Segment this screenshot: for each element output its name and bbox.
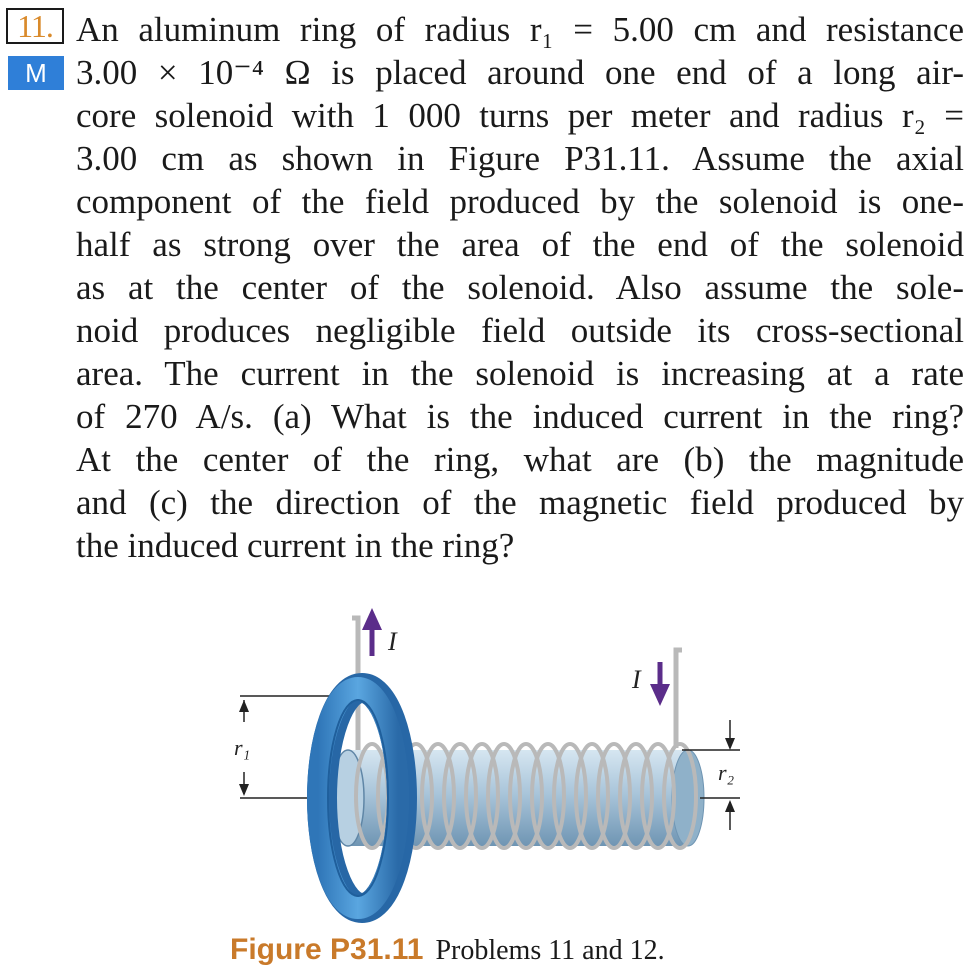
solenoid-ring-figure	[230, 600, 760, 930]
problem-line-5: component of the field produced by the solenoid is one-	[76, 182, 964, 221]
difficulty-badge: M	[8, 56, 64, 90]
figure-illustration	[230, 600, 760, 930]
problem-line-11: At the center of the ring, what are (b) the magnitude	[76, 440, 964, 479]
problem-line-3: core solenoid with 1 000 turns per meter and radius r₂ =	[76, 96, 964, 135]
problem-line-8: noid produces negligible field outside its cross-sectional	[76, 311, 964, 350]
problem-line-1: An aluminum ring of radius r₁ = 5.00 cm and resistance	[76, 10, 964, 49]
problem-line-10: of 270 A/s. (a) What is the induced current in the ring?	[76, 397, 964, 436]
current-label-right: I	[632, 665, 641, 694]
current-label-left: I	[388, 627, 397, 656]
r1-label: r₁	[234, 735, 251, 760]
caption-label: Figure P31.11	[230, 933, 424, 966]
problem-line-13: the induced current in the ring?	[76, 526, 515, 565]
problem-line-4: 3.00 cm as shown in Figure P31.11. Assume the axial	[76, 139, 964, 178]
current-arrow-up-icon	[362, 608, 398, 656]
problem-line-6: half as strong over the area of the end of the solenoid	[76, 225, 964, 264]
problem-text	[76, 8, 964, 567]
problem-line-7: as at the center of the solenoid. Also assume the sole-	[76, 268, 964, 307]
problem-line-9: area. The current in the solenoid is increasing at a rate	[76, 354, 964, 393]
current-arrow-down-icon	[631, 662, 670, 706]
r2-label: r₂	[718, 760, 735, 785]
problem-line-12: and (c) the direction of the magnetic field produced by	[76, 483, 964, 522]
figure-caption	[230, 933, 665, 967]
caption-text: Problems 11 and 12.	[435, 935, 665, 966]
problem-line-2: 3.00 × 10⁻⁴ Ω is placed around one end of a long air-	[76, 53, 964, 92]
problem-number: 11.	[6, 8, 64, 44]
